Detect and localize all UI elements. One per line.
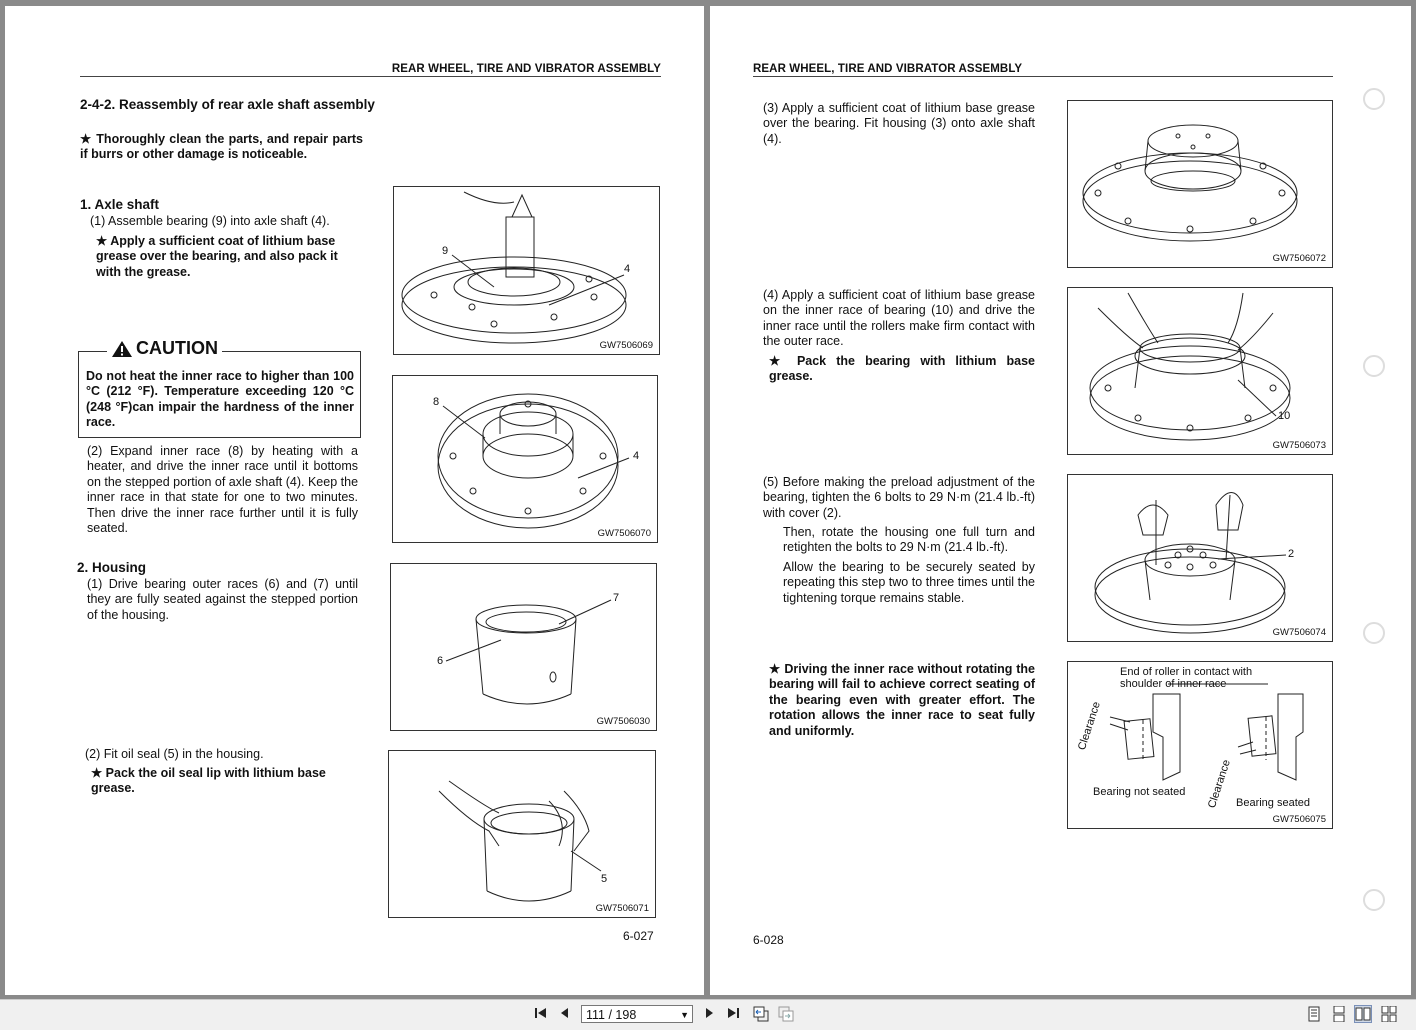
- caution-text: Do not heat the inner race to higher than 100 °C (212 °F). Temperature exceeding 120 °C (248 °F)can impair the hardness of the inner race.: [86, 369, 354, 430]
- binder-hole-decoration: [1363, 889, 1385, 911]
- callout-5: 5: [601, 873, 608, 885]
- figure-housing-fit: [1067, 100, 1333, 268]
- axle-step2: (2) Expand inner race (8) by heating with a heater, and drive the inner race until it bottoms on the stepped portion of axle shaft (4). Keep the inner race in that state for one to two minutes. Then drive the inner race further until it is fully seated.: [87, 444, 359, 536]
- figure-inner-race: [392, 375, 658, 543]
- go-forward-icon: [777, 1005, 795, 1023]
- two-page-layout-icon: [1355, 1006, 1371, 1022]
- figure-bolt-tighten: [1067, 474, 1333, 642]
- two-page-layout-button[interactable]: [1355, 1006, 1371, 1022]
- binder-hole-decoration: [1363, 88, 1385, 110]
- bearing-not-seated-label: Bearing not seated: [1093, 786, 1186, 798]
- clearance-label-left: Clearance: [1076, 700, 1103, 752]
- single-page-layout-icon: [1306, 1006, 1322, 1022]
- figure-code: GW7506070: [597, 528, 651, 539]
- figure-housing: [390, 563, 657, 731]
- step5-note: ★ Driving the inner race without rotating the bearing will fail to achieve correct seating of the bearing even with greater effort. The rotation allows the inner race to seat fully and uniformly.: [769, 662, 1035, 738]
- prev-page-icon: [557, 1005, 573, 1021]
- figure-code: GW7506073: [1272, 440, 1326, 451]
- figure-code: GW7506030: [596, 716, 650, 727]
- bearing-drive-illustration: [1068, 288, 1332, 454]
- header-rule: [80, 76, 661, 77]
- caution-title: [107, 338, 222, 359]
- callout-4: 4: [633, 450, 640, 462]
- housing-step2: (2) Fit oil seal (5) in the housing.: [85, 747, 264, 761]
- figure-bearing-drive: [1067, 287, 1333, 455]
- step4-note: ★ Pack the bearing with lithium base grease.: [769, 354, 1035, 384]
- prev-page-button[interactable]: [555, 1005, 575, 1025]
- housing-fit-illustration: [1068, 101, 1332, 267]
- caution-box: [78, 338, 361, 438]
- callout-10: 10: [1278, 410, 1291, 422]
- callout-7: 7: [613, 592, 620, 604]
- figure-oil-seal: [388, 750, 656, 918]
- step5-text-b: Then, rotate the housing one full turn and retighten the bolts to 29 N·m (21.4 lb.-ft).: [783, 525, 1035, 555]
- step5-text-c: Allow the bearing to be securely seated by repeating this step two to three times until the tightening torque remains stable.: [783, 560, 1035, 605]
- chevron-down-icon[interactable]: ▼: [680, 1010, 689, 1020]
- header-rule: [753, 76, 1333, 77]
- callout-6: 6: [437, 655, 444, 667]
- go-back-icon: [752, 1005, 770, 1023]
- roller-contact-label-line1: End of roller in contact with: [1120, 666, 1253, 678]
- go-back-button[interactable]: [751, 1005, 771, 1025]
- page-number-input[interactable]: [581, 1005, 693, 1023]
- clearance-label-right: Clearance: [1206, 758, 1233, 810]
- bearing-seated-label: Bearing seated: [1236, 797, 1310, 809]
- step3-text: (3) Apply a sufficient coat of lithium base grease over the bearing. Fit housing (3) onto axle shaft (4).: [763, 101, 1035, 146]
- figure-code: GW7506074: [1272, 627, 1326, 638]
- caution-label: CAUTION: [136, 338, 218, 358]
- two-page-continuous-layout-button[interactable]: [1381, 1006, 1397, 1022]
- left-page: [5, 6, 704, 995]
- step5-text-a: (5) Before making the preload adjustment of the bearing, tighten the 6 bolts to 29 N·m (21.4 lb.-ft) with cover (2).: [763, 475, 1035, 520]
- oil-seal-illustration: [389, 751, 655, 917]
- bearing-press-illustration: [394, 187, 659, 354]
- intro-note: ★ Thoroughly clean the parts, and repair parts if burrs or other damage is noticeable.: [80, 132, 363, 162]
- housing-step1: (1) Drive bearing outer races (6) and (7) until they are fully seated against the stepped portion of the housing.: [87, 577, 358, 622]
- roller-contact-label-line2: shoulder of inner race: [1120, 678, 1227, 690]
- page-number: 6-028: [753, 933, 784, 947]
- figure-code: GW7506069: [599, 340, 653, 351]
- callout-9: 9: [442, 245, 449, 257]
- continuous-layout-button[interactable]: [1331, 1006, 1347, 1022]
- warning-triangle-icon: [111, 340, 133, 358]
- page-header: REAR WHEEL, TIRE AND VIBRATOR ASSEMBLY: [391, 63, 661, 75]
- two-page-continuous-layout-icon: [1381, 1006, 1397, 1022]
- figure-bearing-press: [393, 186, 660, 355]
- housing-illustration: [391, 564, 656, 730]
- axle-heading: 1. Axle shaft: [80, 197, 160, 212]
- axle-note1: ★ Apply a sufficient coat of lithium base grease over the bearing, and also pack it with the grease.: [96, 234, 338, 279]
- single-page-layout-button[interactable]: [1306, 1006, 1322, 1022]
- page-indicator: 111 / 198: [586, 1008, 637, 1022]
- right-page: [710, 6, 1411, 995]
- figure-code: GW7506071: [595, 903, 649, 914]
- callout-2: 2: [1288, 548, 1295, 560]
- first-page-icon: [533, 1005, 549, 1021]
- last-page-icon: [725, 1005, 741, 1021]
- binder-hole-decoration: [1363, 355, 1385, 377]
- step4-text: (4) Apply a sufficient coat of lithium base grease on the inner race of bearing (10) and drive the inner race until the rollers make firm contact with the outer race.: [763, 288, 1035, 349]
- viewer-toolbar: [0, 999, 1416, 1030]
- figure-code: GW7506072: [1272, 253, 1326, 264]
- section-title: 2-4-2. Reassembly of rear axle shaft assembly: [80, 97, 375, 112]
- axle-step1: (1) Assemble bearing (9) into axle shaft (4).: [90, 214, 330, 228]
- next-page-button[interactable]: [699, 1005, 719, 1025]
- last-page-button[interactable]: [723, 1005, 743, 1025]
- first-page-button[interactable]: [531, 1005, 551, 1025]
- figure-roller-seating: [1067, 661, 1333, 829]
- binder-hole-decoration: [1363, 622, 1385, 644]
- page-number: 6-027: [623, 929, 654, 943]
- callout-4: 4: [624, 263, 631, 275]
- continuous-layout-icon: [1331, 1006, 1347, 1022]
- callout-8: 8: [433, 396, 440, 408]
- page-header: REAR WHEEL, TIRE AND VIBRATOR ASSEMBLY: [753, 63, 1023, 75]
- figure-code: GW7506075: [1272, 814, 1326, 825]
- housing-heading: 2. Housing: [77, 560, 147, 575]
- go-forward-button[interactable]: [776, 1005, 796, 1025]
- next-page-icon: [701, 1005, 717, 1021]
- housing-note2: ★ Pack the oil seal lip with lithium base grease.: [91, 766, 326, 796]
